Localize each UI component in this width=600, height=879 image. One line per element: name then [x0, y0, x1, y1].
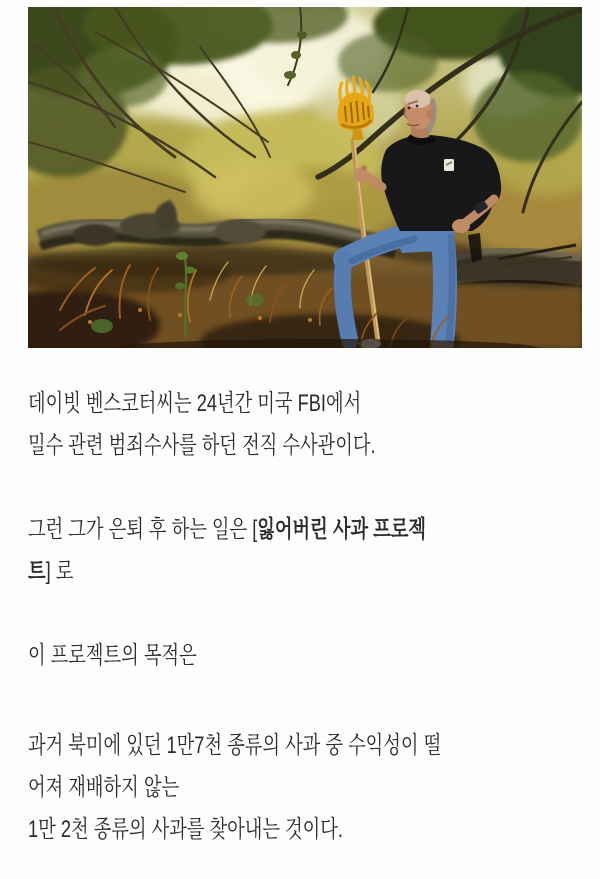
bold-text-run: 트 [28, 558, 46, 585]
text-line [28, 725, 441, 767]
text-run: 그런 그가 은퇴 후 하는 일은 [ [28, 516, 258, 543]
paragraph [28, 509, 572, 593]
black-tshirt [381, 135, 501, 231]
text-run: 밀수 관련 범죄수사를 하던 전직 수사관이다. [28, 432, 376, 459]
text-run: 어져 재배하지 않는 [28, 774, 180, 801]
text-line [28, 551, 441, 593]
text-line [28, 809, 441, 851]
text-line [28, 635, 441, 677]
bold-text-run: 잃어버린 사과 프로젝 [257, 516, 427, 543]
photo [28, 7, 582, 348]
paragraph [28, 635, 572, 677]
paragraph [28, 383, 572, 467]
text-line [28, 383, 441, 425]
body-text [28, 383, 572, 879]
text-run: 데이빗 벤스코터씨는 24년간 미국 FBI에서 [28, 390, 362, 417]
paragraph [28, 725, 572, 851]
text-line [28, 425, 441, 467]
text-run: 1만 2천 종류의 사과를 찾아내는 것이다. [28, 816, 343, 843]
text-run: ] 로 [45, 558, 74, 585]
shirt-logo [444, 159, 454, 171]
text-line [28, 509, 441, 551]
text-run: 과거 북미에 있던 1만7천 종류의 사과 중 수익성이 떨 [28, 732, 442, 759]
text-run: 이 프로젝트의 목적은 [28, 642, 197, 669]
text-line [28, 767, 441, 809]
photo-illustration [28, 7, 582, 348]
